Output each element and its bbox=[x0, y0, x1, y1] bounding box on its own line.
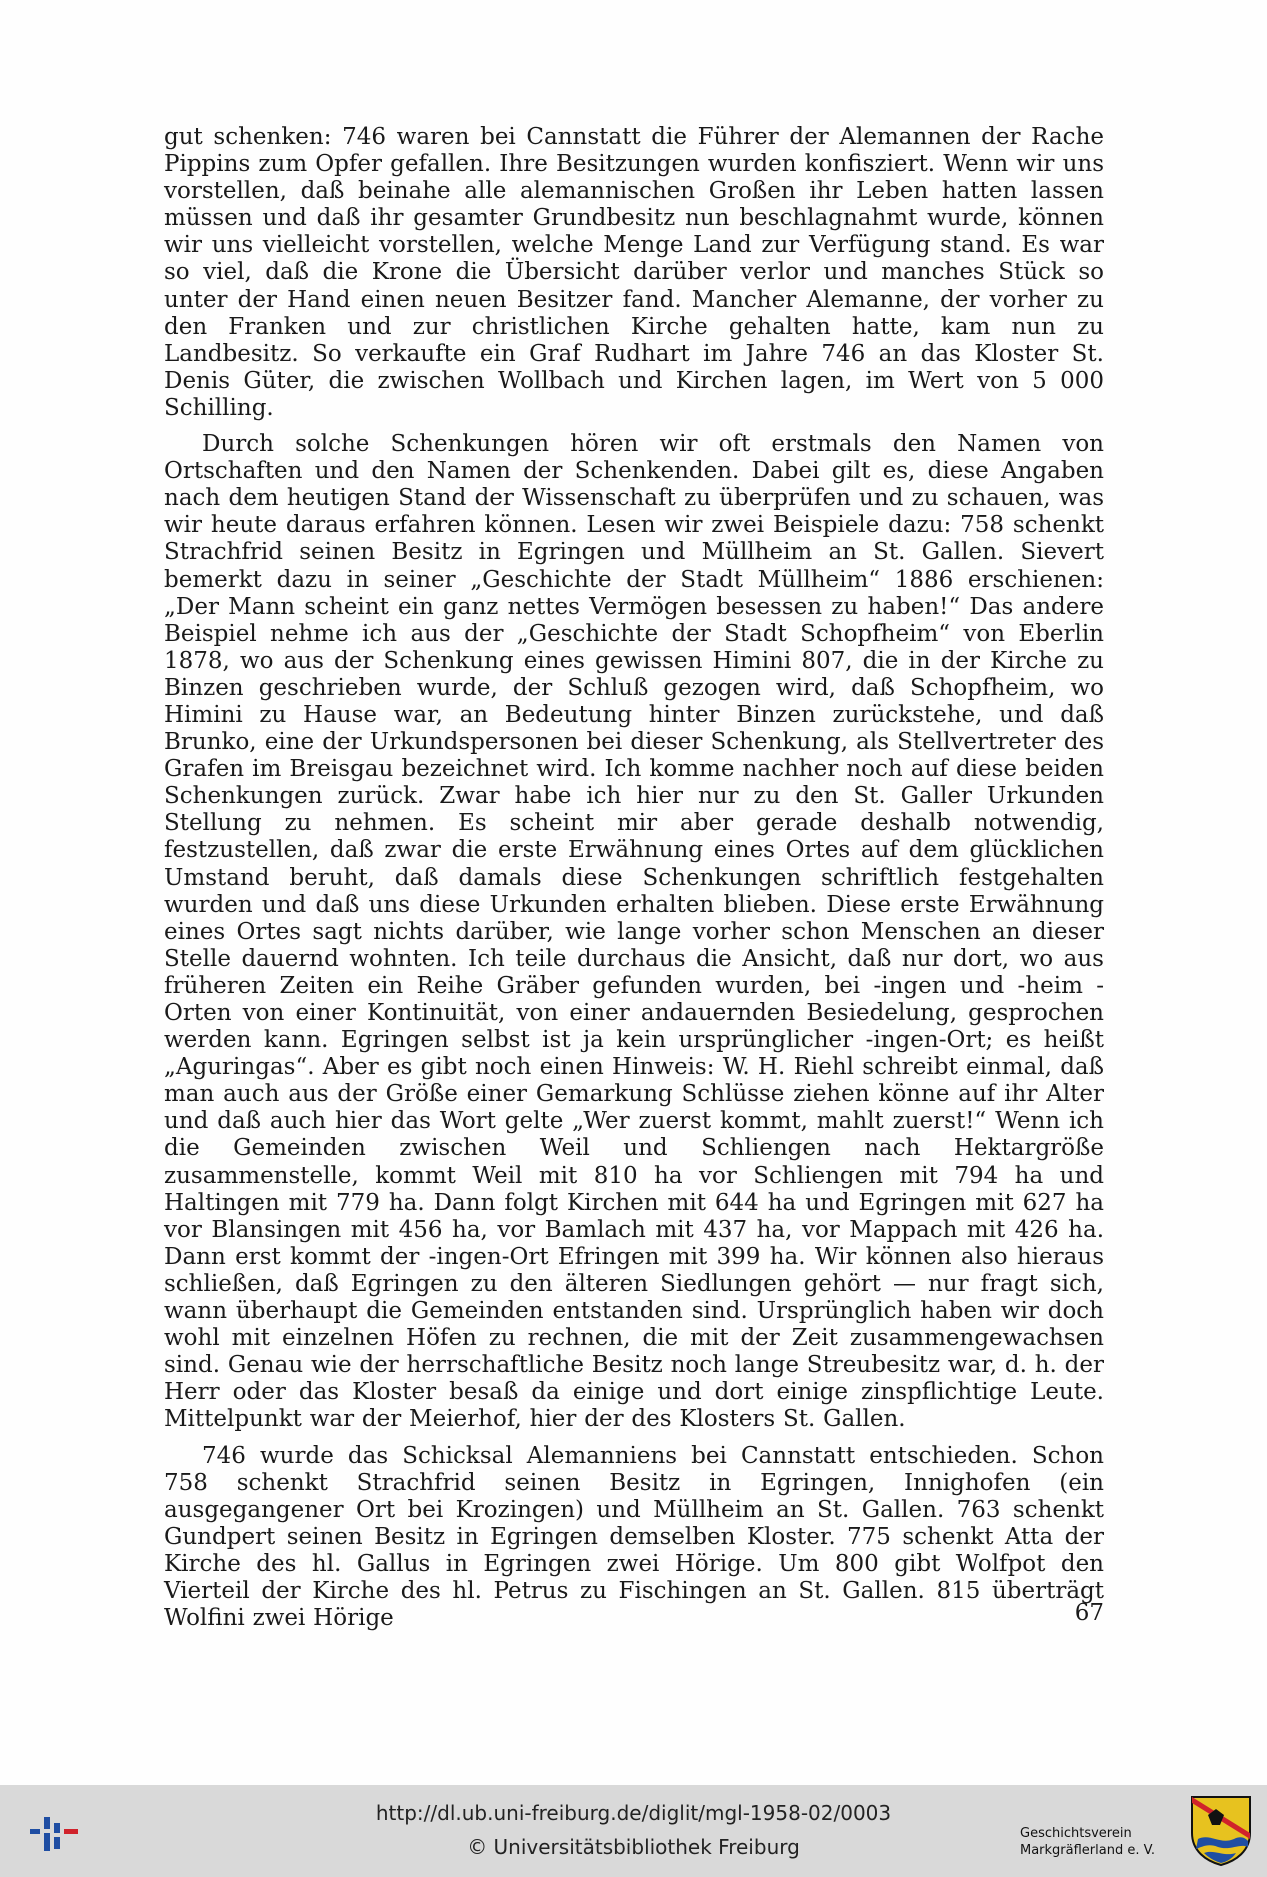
paragraph-1: gut schenken: 746 waren bei Cannstatt die Führer der Alemannen der Rache Pippins zum Opfer gefallen. Ihre Besitzungen wurden konfisziert. Wenn wir uns vorstellen, daß beinahe alle alemannischen Großen ihr Leben hatten lassen müssen und daß ihr gesamter Grundbesitz nun beschlagnahmt wurde, können wir uns vielleicht vorstellen, welche Menge Land zur Verfügung stand. Es war so viel, daß die Krone die Übersicht darüber verlor und manches Stück so unter der Hand einen neuen Besitzer fand. Mancher Alemanne, der vorher zu den Franken und zur christlichen Kirche gehalten hatte, kam nun zu Landbesitz. So verkaufte ein Graf Rudhart im Jahre 746 an das Kloster St. Denis Güter, die zwischen Wollbach und Kirchen lagen, im Wert von 5 000 Schilling. bbox=[164, 124, 1104, 421]
society-line-2: Markgräflerland e. V. bbox=[1020, 1843, 1155, 1858]
permalink-link[interactable]: http://dl.ub.uni-freiburg.de/diglit/mgl-1958-02/0003 bbox=[375, 1801, 892, 1825]
footer-bar bbox=[0, 1785, 1267, 1877]
society-line-1: Geschichtsverein bbox=[1020, 1826, 1132, 1841]
copyright-text: © Universitätsbibliothek Freiburg bbox=[467, 1835, 800, 1859]
paragraph-3: 746 wurde das Schicksal Alemanniens bei Cannstatt entschieden. Schon 758 schenkt Strachfrid seinen Besitz in Egringen, Innighofen (ein ausgegangener Ort bei Krozingen) und Müllheim an St. Gallen. 763 schenkt Gundpert seinen Besitz in Egringen demselben Kloster. 775 schenkt Atta der Kirche des hl. Gallus in Egringen zwei Hörige. Um 800 gibt Wolfpot den Vierteil der Kirche des hl. Petrus zu Fischingen an St. Gallen. 815 überträgt Wolfini zwei Hörige bbox=[164, 1442, 1104, 1632]
paragraph-2: Durch solche Schenkungen hören wir oft erstmals den Namen von Ortschaften und den Namen der Schenkenden. Dabei gilt es, diese Angaben nach dem heutigen Stand der Wissenschaft zu überprüfen und zu schauen, was wir heute daraus erfahren können. Lesen wir zwei Beispiele dazu: 758 schenkt Strachfrid seinen Besitz in Egringen und Müllheim an St. Gallen. Sievert bemerkt dazu in seiner „Geschichte der Stadt Müllheim“ 1886 erschienen: „Der Mann scheint ein ganz nettes Vermögen besessen zu haben!“ Das andere Beispiel nehme ich aus der „Geschichte der Stadt Schopfheim“ von Eberlin 1878, wo aus der Schenkung eines gewissen Himini 807, die in der Kirche zu Binzen geschrieben wurde, der Schluß gezogen wird, daß Schopfheim, wo Himini zu Hause war, an Bedeutung hinter Binzen zurückstehe, und daß Brunko, eine der Urkundspersonen bei dieser Schenkung, als Stellvertreter des Grafen im Breisgau bezeichnet wird. Ich komme nachher noch auf diese beiden Schenkungen zurück. Zwar habe ich hier nur zu den St. Galler Urkunden Stellung zu nehmen. Es scheint mir aber gerade deshalb notwendig, festzustellen, daß zwar die erste Erwähnung eines Ortes auf dem glücklichen Umstand beruht, daß damals diese Schenkungen schriftlich festgehalten wurden und daß uns diese Urkunden erhalten blieben. Diese erste Erwähnung eines Ortes sagt nichts darüber, wie lange vorher schon Menschen an dieser Stelle dauernd wohnten. Ich teile durchaus die Ansicht, daß nur dort, wo aus früheren Zeiten ein Reihe Gräber gefunden wurden, bei -ingen und -heim -Orten von einer Kontinuität, von einer andauernden Besiedelung, gesprochen werden kann. Egringen selbst ist ja kein ursprünglicher -ingen-Ort; es heißt „Aguringas“. Aber es gibt noch einen Hinweis: W. H. Riehl schreibt einmal, daß man auch aus der Größe einer Gemarkung Schlüsse ziehen könne auf ihr Alter und daß auch hier das Wort gelte „Wer zuerst kommt, mahlt zuerst!“ Wenn ich die Gemeinden zwischen Weil und Schliengen nach Hektargröße zusammenstelle, kommt Weil mit 810 ha vor Schliengen mit 794 ha und Haltingen mit 779 ha. Dann folgt Kirchen mit 644 ha und Egringen mit 627 ha vor Blansingen mit 456 ha, vor Bamlach mit 437 ha, vor Mappach mit 426 ha. Dann erst kommt der -ingen-Ort Efringen mit 399 ha. Wir können also hieraus schließen, daß Egringen zu den älteren Siedlungen gehört — nur fragt sich, wann überhaupt die Gemeinden entstanden sind. Ursprünglich haben wir doch wohl mit einzelnen Höfen zu rechnen, die mit der Zeit zusammengewachsen sind. Genau wie der herrschaftliche Besitz noch lange Streubesitz war, d. h. der Herr oder das Kloster besaß da einige und dort einige zinspflichtige Leute. Mittelpunkt war der Meierhof, hier der des Klosters St. Gallen. bbox=[164, 431, 1104, 1433]
page-number: 67 bbox=[1074, 1600, 1104, 1626]
coat-of-arms-icon bbox=[1190, 1795, 1252, 1867]
body-text bbox=[164, 124, 1104, 1632]
society-name bbox=[1020, 1825, 1190, 1859]
